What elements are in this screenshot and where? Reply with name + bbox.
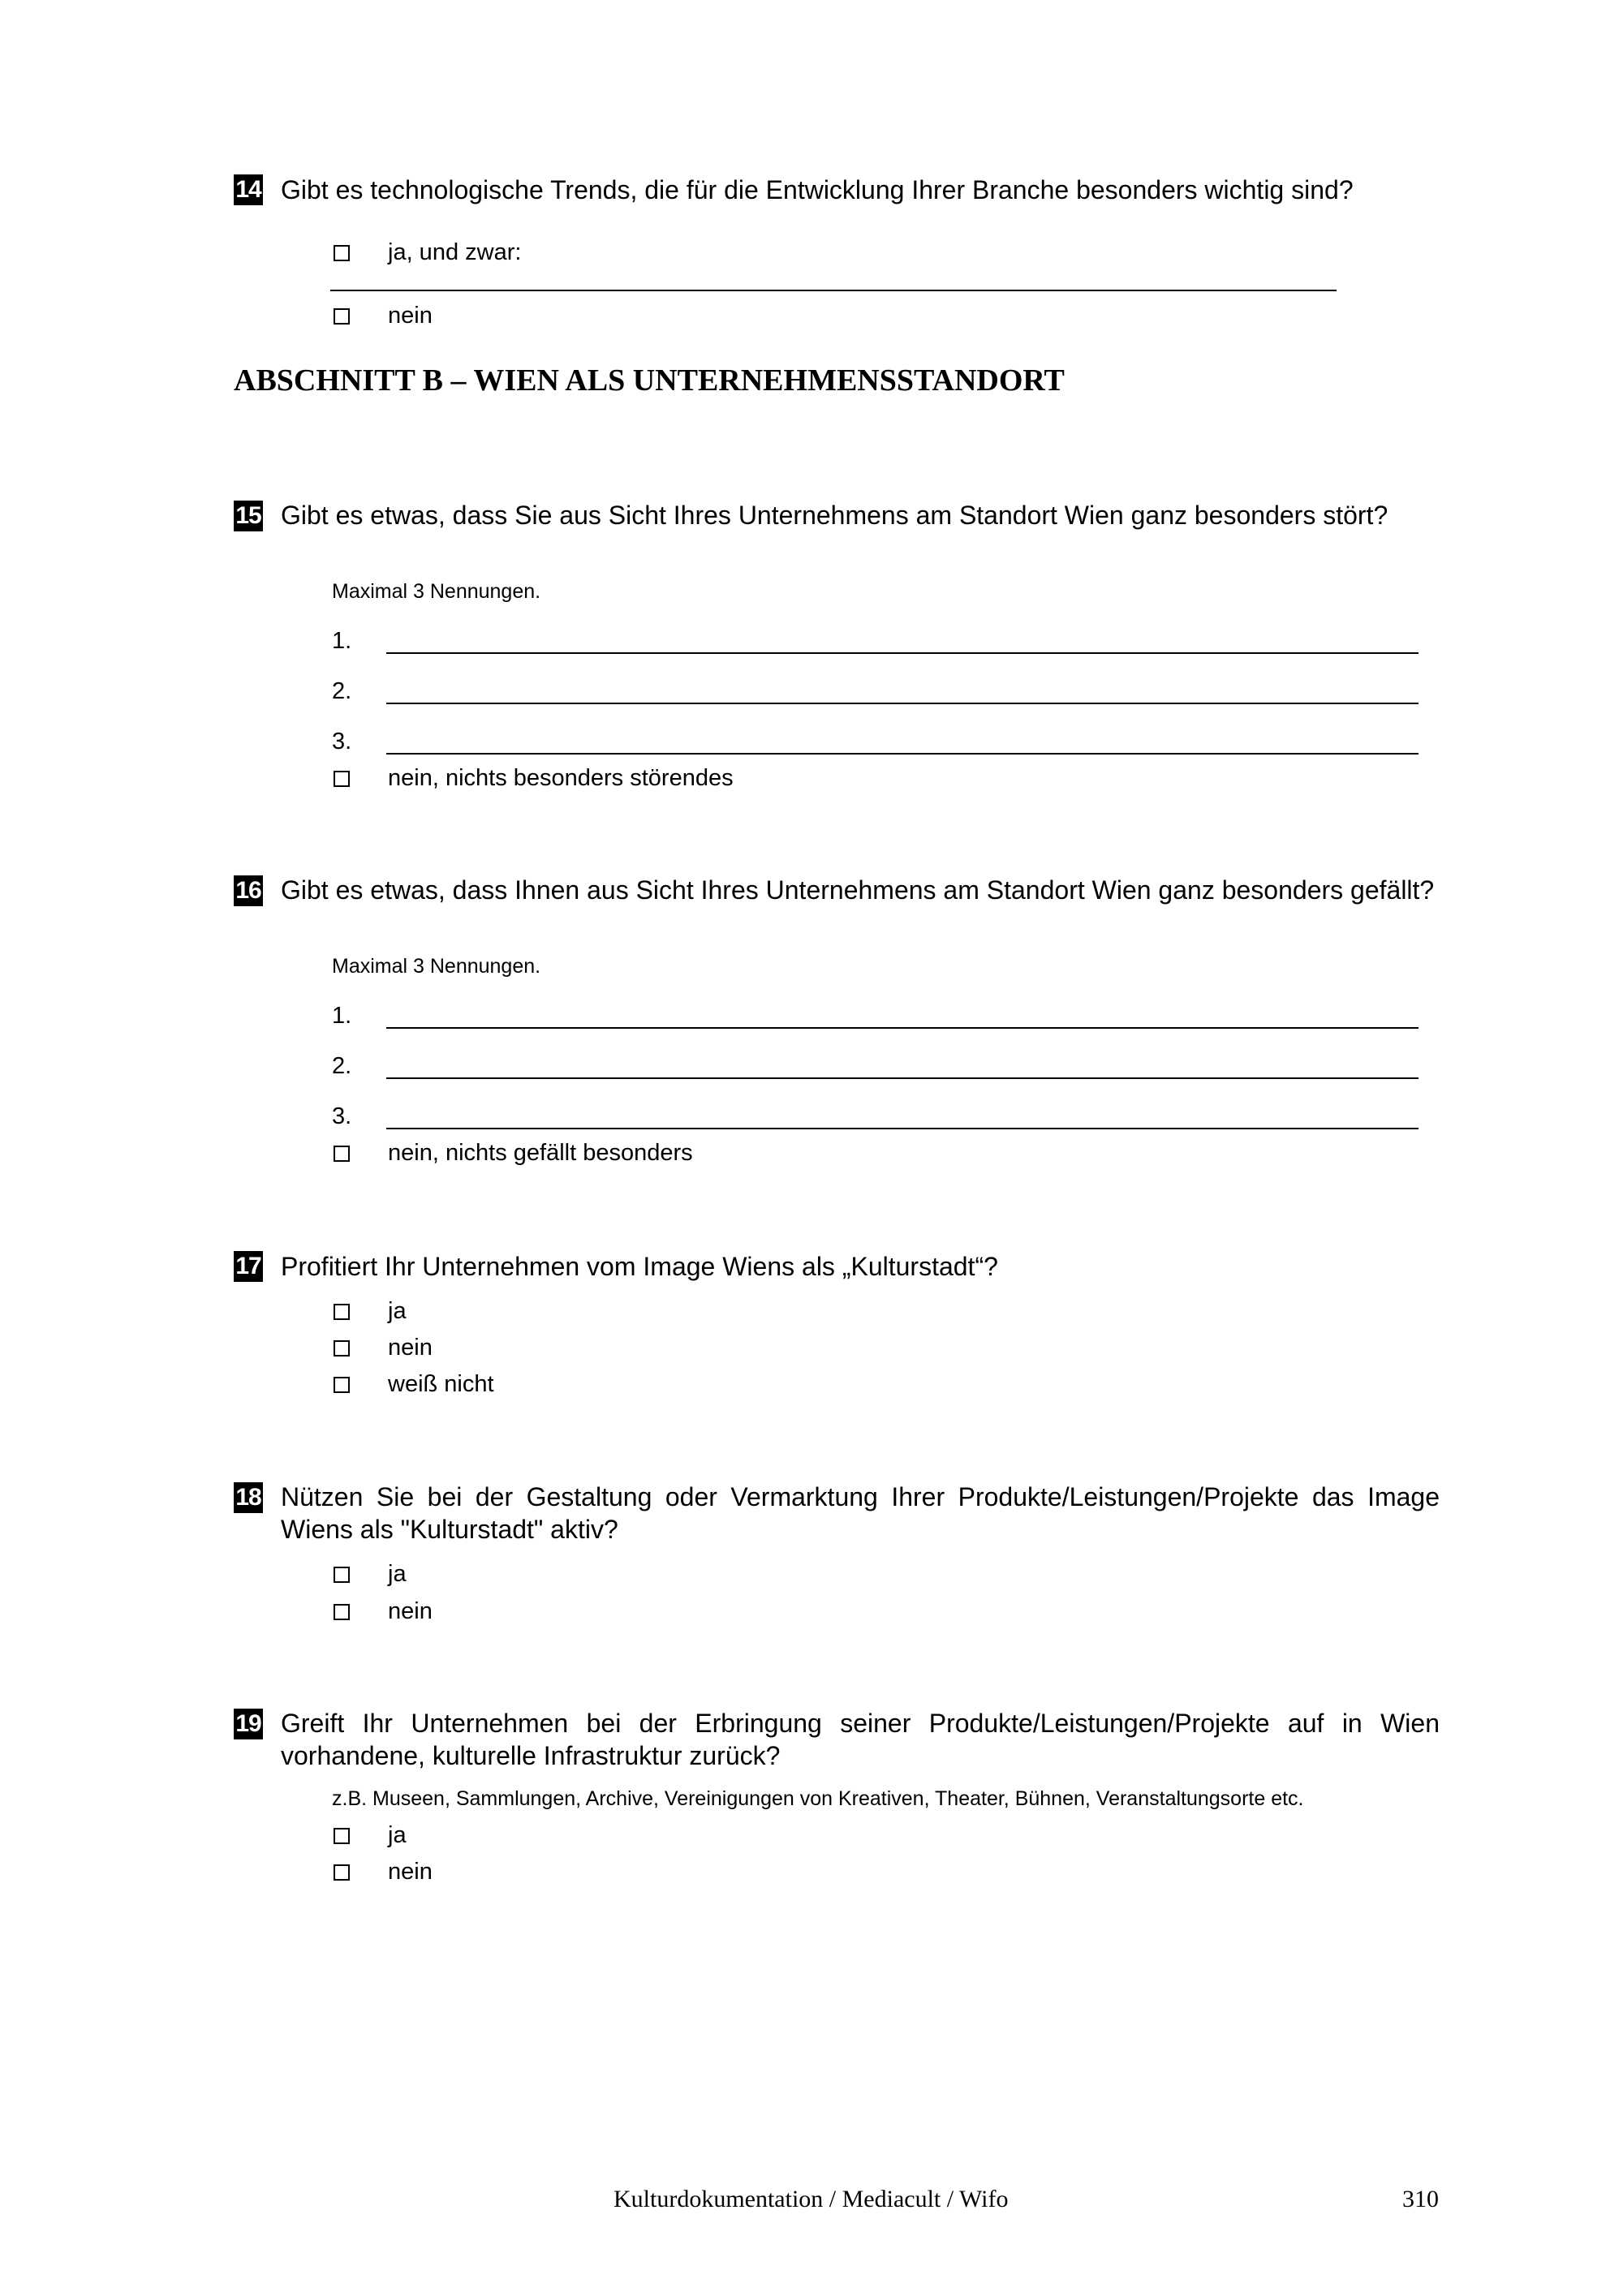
item-number-q16-3: 3. [332,1103,352,1129]
question-number-19: 19 [234,1709,263,1739]
option-label-q15-nein: nein, nichts besonders störendes [388,765,734,791]
answer-line-q16-3[interactable] [386,1128,1419,1129]
question-text-19: Greift Ihr Unternehmen bei der Erbringung seiner Produkte/Leistungen/Projekte auf in Wien vorhandene, kulturelle Infrastruktur zurück? [281,1709,1440,1770]
option-label-q18-nein: nein [388,1598,433,1624]
checkbox-q14-ja[interactable] [334,245,350,261]
checkbox-q15-nein[interactable] [334,771,350,787]
option-label-q14-ja: ja, und zwar: [388,239,522,265]
answer-line-q15-2[interactable] [386,703,1419,704]
question-text-15: Gibt es etwas, dass Sie aus Sicht Ihres Unternehmens am Standort Wien ganz besonders stört? [281,501,1388,530]
page-number: 310 [1402,2186,1439,2212]
checkbox-q17-weiss-nicht[interactable] [334,1377,350,1393]
checkbox-q19-nein[interactable] [334,1864,350,1881]
option-label-q19-nein: nein [388,1859,433,1885]
option-label-q16-nein: nein, nichts gefällt besonders [388,1140,693,1166]
item-number-q15-3: 3. [332,729,352,755]
answer-line-q15-1[interactable] [386,652,1419,654]
question-text-16: Gibt es etwas, dass Ihnen aus Sicht Ihres Unternehmens am Standort Wien ganz besonders gefällt? [281,875,1435,905]
option-label-q14-nein: nein [388,303,433,329]
checkbox-q18-nein[interactable] [334,1604,350,1620]
answer-line-q16-2[interactable] [386,1077,1419,1079]
option-label-q18-ja: ja [388,1561,407,1587]
item-number-q15-2: 2. [332,678,352,704]
answer-line-q15-3[interactable] [386,753,1419,755]
checkbox-q14-nein[interactable] [334,308,350,325]
question-number-18: 18 [234,1482,263,1513]
option-label-q19-ja: ja [388,1822,407,1848]
note-q16: Maximal 3 Nennungen. [332,955,541,978]
question-number-17: 17 [234,1251,263,1282]
section-heading: ABSCHNITT B – WIEN ALS UNTERNEHMENSSTANDORT [234,363,1065,398]
checkbox-q17-nein[interactable] [334,1340,350,1357]
option-label-q17-weiss-nicht: weiß nicht [388,1371,494,1397]
footer-source: Kulturdokumentation / Mediacult / Wifo [613,2186,1009,2212]
question-number-15: 15 [234,501,263,531]
question-text-18: Nützen Sie bei der Gestaltung oder Vermarktung Ihrer Produkte/Leistungen/Projekte das Image Wiens als "Kulturstadt" aktiv? [281,1482,1440,1544]
checkbox-q19-ja[interactable] [334,1828,350,1844]
item-number-q16-2: 2. [332,1053,352,1079]
option-label-q17-ja: ja [388,1298,407,1324]
question-text-17: Profitiert Ihr Unternehmen vom Image Wiens als „Kulturstadt“? [281,1252,998,1281]
answer-line-q16-1[interactable] [386,1027,1419,1029]
checkbox-q18-ja[interactable] [334,1567,350,1583]
option-label-q17-nein: nein [388,1335,433,1361]
checkbox-q17-ja[interactable] [334,1304,350,1320]
question-number-14: 14 [234,174,263,205]
checkbox-q16-nein[interactable] [334,1146,350,1162]
note-q15: Maximal 3 Nennungen. [332,580,541,603]
item-number-q16-1: 1. [332,1003,352,1029]
question-text-14: Gibt es technologische Trends, die für die Entwicklung Ihrer Branche besonders wichtig sind? [281,175,1354,204]
item-number-q15-1: 1. [332,628,352,654]
note-q19: z.B. Museen, Sammlungen, Archive, Vereinigungen von Kreativen, Theater, Bühnen, Veranstaltungsorte etc. [332,1787,1304,1810]
question-number-16: 16 [234,875,263,906]
answer-line-q14[interactable] [330,290,1337,291]
